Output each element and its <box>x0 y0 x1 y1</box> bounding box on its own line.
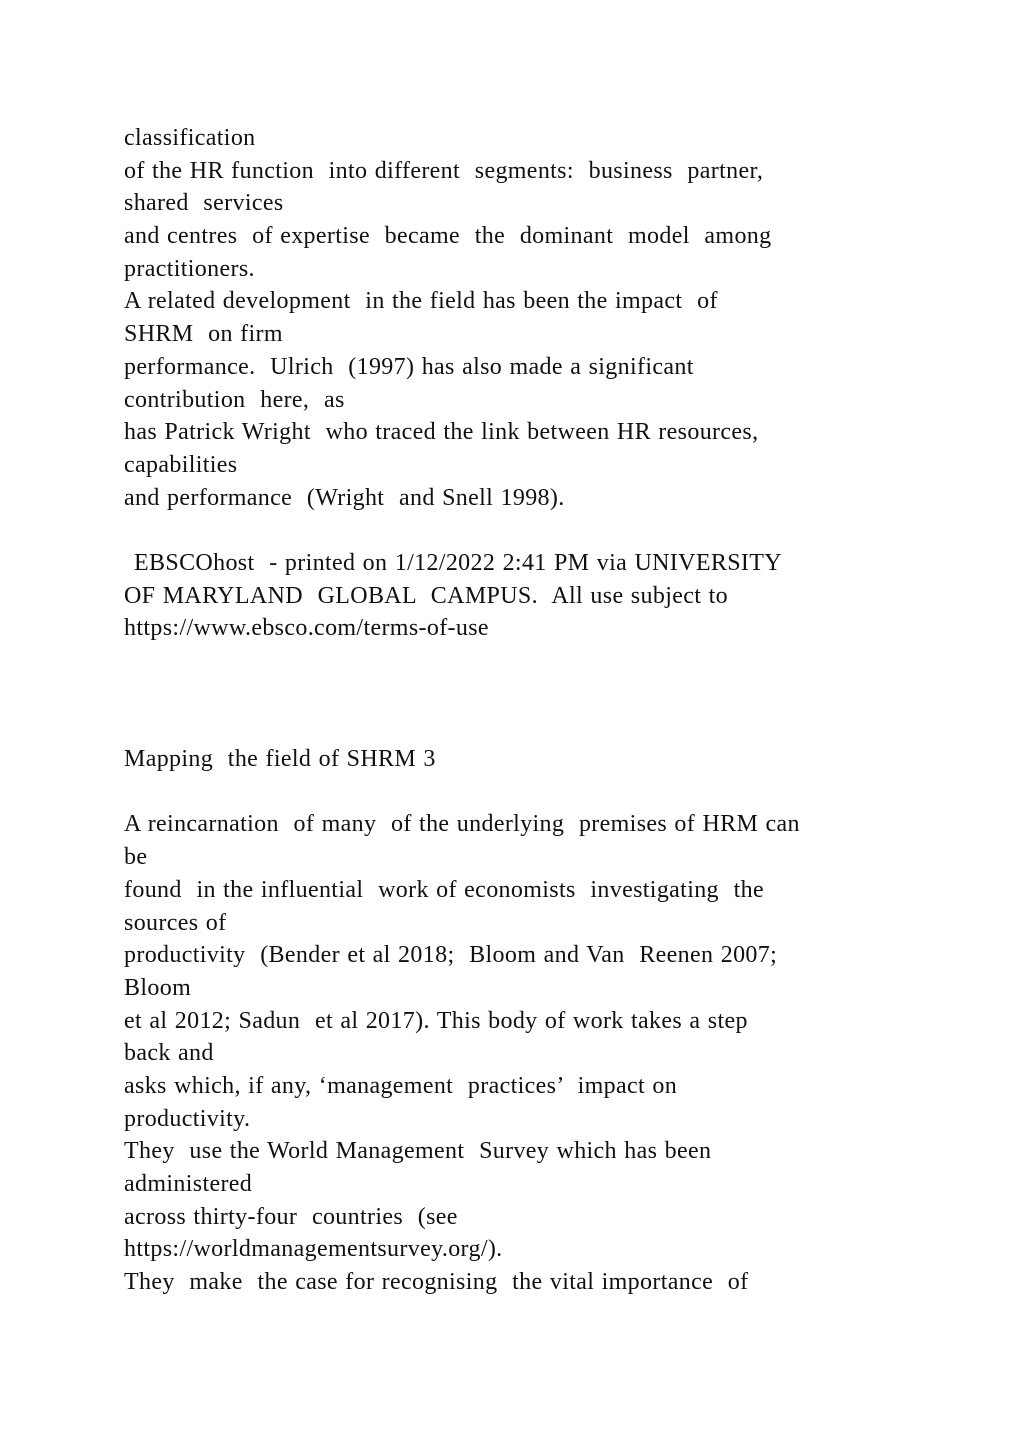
paragraph-economists <box>124 808 924 1298</box>
text-line: and centres of expertise became the dominant model among <box>124 223 772 250</box>
text-line: SHRM on firm <box>124 321 283 348</box>
spacer <box>124 645 924 678</box>
text-line: be <box>124 844 148 871</box>
text-line: performance. Ulrich (1997) has also made a significant <box>124 353 694 380</box>
text-line: Bloom <box>124 974 192 1001</box>
text-line: et al 2012; Sadun et al 2017). This body of work takes a step <box>124 1007 748 1034</box>
text-line: of the HR function into different segments: business partner, <box>124 157 764 184</box>
text-line: has Patrick Wright who traced the link between HR resources, <box>124 419 759 446</box>
text-line: They make the case for recognising the vital importance of <box>124 1269 749 1296</box>
spacer <box>124 678 924 711</box>
notice-line: OF MARYLAND GLOBAL CAMPUS. All use subject to <box>124 582 728 609</box>
notice-link: https://www.ebsco.com/terms-of-use <box>124 615 489 642</box>
text-line: shared services <box>124 190 284 217</box>
notice-line: EBSCOhost - printed on 1/12/2022 2:41 PM via UNIVERSITY <box>134 549 782 576</box>
spacer <box>124 776 924 809</box>
text-line: found in the influential work of economists investigating the <box>124 876 764 903</box>
text-line: classification <box>124 125 256 151</box>
text-line: A reincarnation of many of the underlying premises of HRM can <box>124 811 800 838</box>
text-line: asks which, if any, ‘management practices’ impact on <box>124 1072 678 1099</box>
text-column <box>124 122 924 1299</box>
spacer <box>124 710 924 743</box>
running-header: Mapping the field of SHRM 3 <box>124 746 436 773</box>
text-line: They use the World Management Survey which has been <box>124 1138 712 1165</box>
text-line: https://worldmanagementsurvey.org/). <box>124 1236 503 1263</box>
text-line: across thirty-four countries (see <box>124 1203 458 1230</box>
text-line: administered <box>124 1171 253 1197</box>
paragraph-hr-function <box>124 122 924 514</box>
text-line: sources of <box>124 909 227 936</box>
text-line: contribution here, as <box>124 386 345 413</box>
text-line: productivity (Bender et al 2018; Bloom and Van Reenen 2007; <box>124 942 778 969</box>
text-line: practitioners. <box>124 255 255 282</box>
text-line: productivity. <box>124 1105 251 1132</box>
text-line: capabilities <box>124 451 238 478</box>
text-line: A related development in the field has been the impact of <box>124 288 718 315</box>
ebsco-notice <box>124 547 924 645</box>
spacer <box>124 514 924 547</box>
text-line: back and <box>124 1040 214 1067</box>
text-line: and performance (Wright and Snell 1998). <box>124 484 565 511</box>
